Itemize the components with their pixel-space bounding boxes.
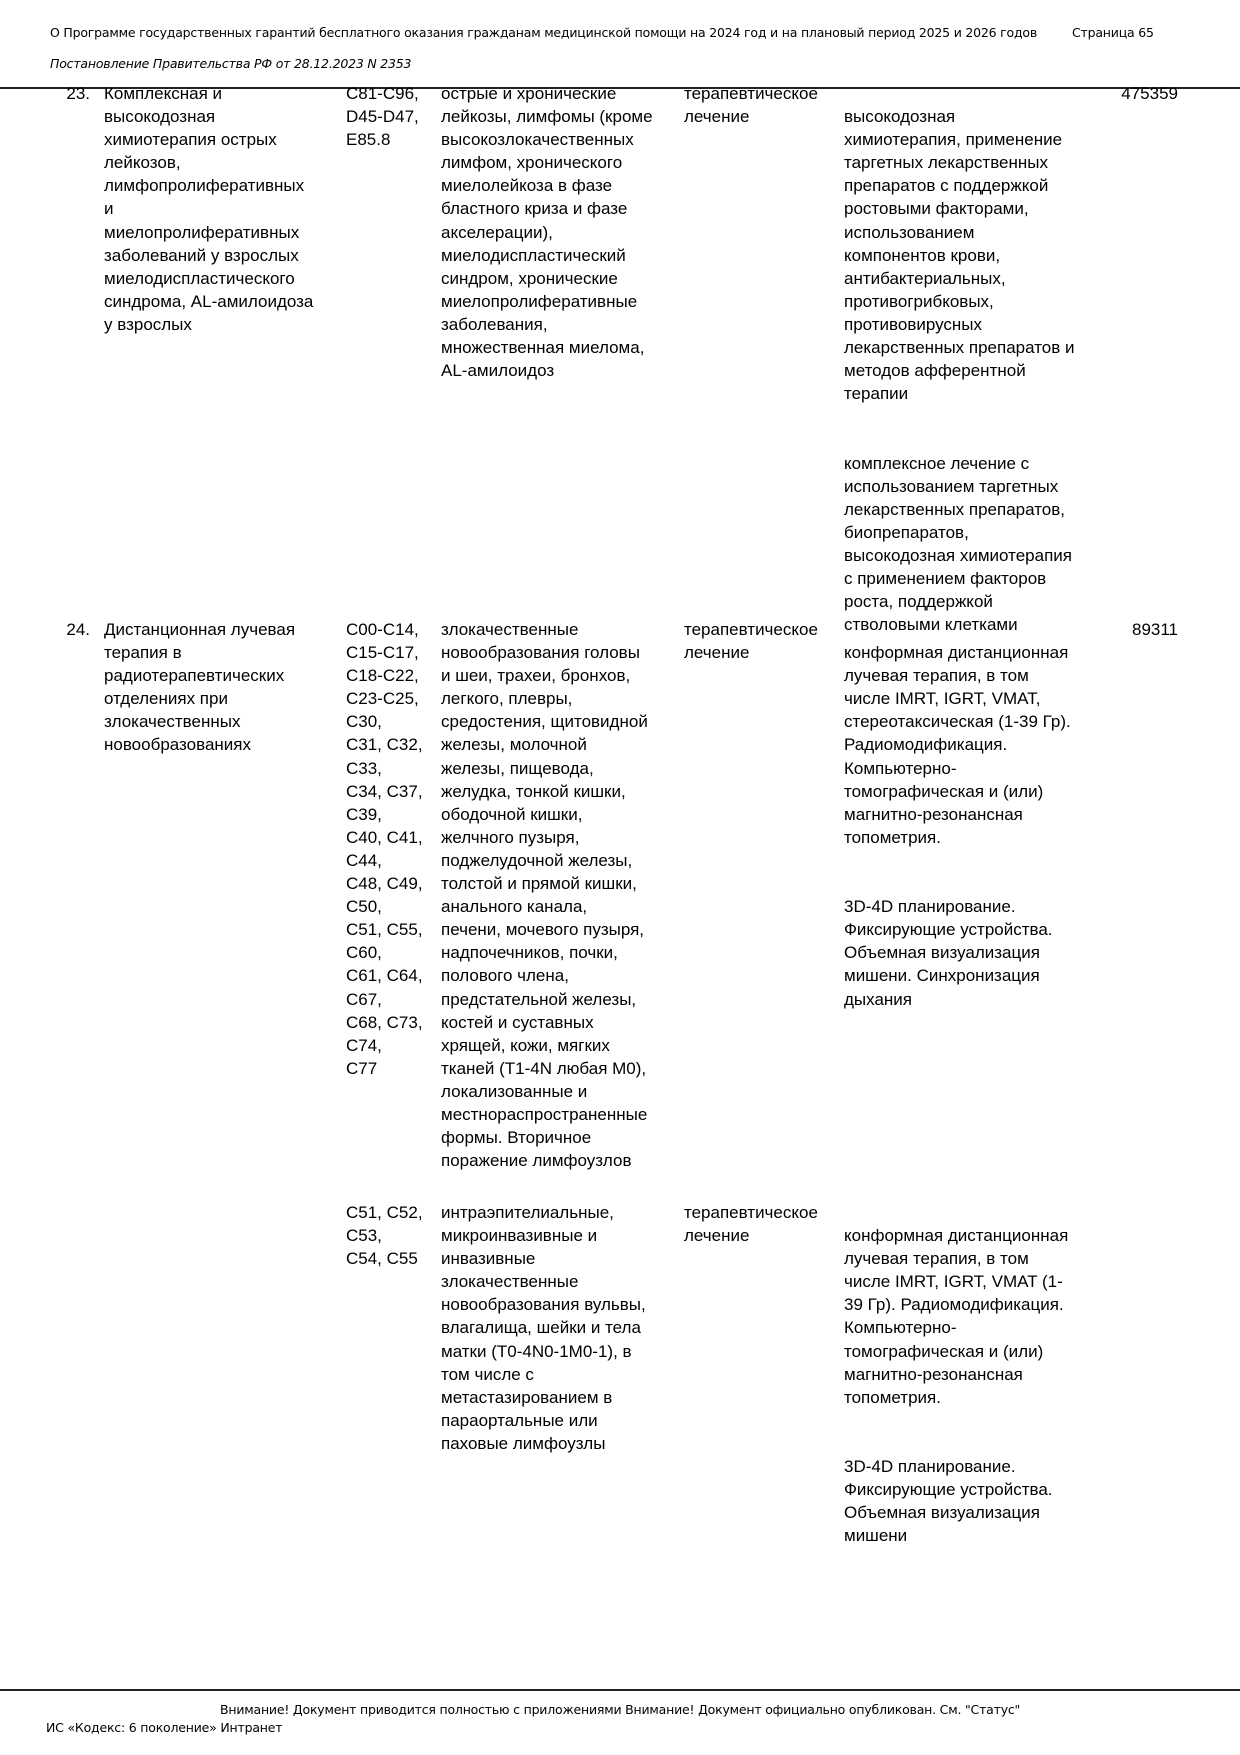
page-number: Страница 65 bbox=[1072, 25, 1154, 40]
diagnosis-description: интраэпителиальные, микроинвазивные и инвазивные злокачественные новообразования вульвы, влагалища, шейки и тела матки (T0-4N0-1M0-1), в том числе с метастазированием в параортальные или паховые лимфоузлы bbox=[441, 1203, 646, 1453]
method-paragraph: высокодозная химиотерапия, применение таргетных лекарственных препаратов с поддержкой ростовыми факторами, использованием компонентов крови, антибактериальных, противогрибковых, противовирусных лекарственных препаратов и методов афферентной терапии bbox=[844, 107, 1075, 404]
treatment-type: терапевтическое лечение bbox=[684, 84, 818, 127]
cost-amount: 475359 bbox=[1121, 84, 1178, 103]
method-paragraph: комплексное лечение с использованием таргетных лекарственных препаратов, биопрепаратов, высокодозная химиотерапия с применением факторов роста, поддержкой стволовыми клетками bbox=[844, 453, 1072, 635]
treatment-methods bbox=[844, 82, 1114, 659]
row-name: Комплексная и высокодозная химиотерапия острых лейкозов, лимфопролиферативных и миелопролиферативных заболеваний у взрослых миелодиспластического синдрома, AL-амилоидоза у взрослых bbox=[104, 84, 314, 334]
treatment-type: терапевтическое лечение bbox=[684, 1203, 818, 1246]
method-paragraph: 3D-4D планирование. Фиксирующие устройства. Объемная визуализация мишени bbox=[844, 1457, 1053, 1546]
footer-notice: Внимание! Документ приводится полностью с приложениями Внимание! Документ официально опубликован. См. "Статус" bbox=[220, 1702, 1021, 1717]
treatment-methods bbox=[844, 618, 1114, 1034]
diagnosis-description: злокачественные новообразования головы и шеи, трахеи, бронхов, легкого, плевры, средостения, щитовидной железы, молочной железы, пищевода, желудка, тонкой кишки, ободочной кишки, желчного пузыря, поджелудочной железы, толстой и прямой кишки, анального канала, печени, мочевого пузыря, надпочечников, почки, полового члена, предстательной железы, костей и суставных хрящей, кожи, мягких тканей (T1-4N любая M0), локализованные и местнораспространенные формы. Вторичное поражение лимфоузлов bbox=[441, 620, 648, 1171]
diagnosis-description: острые и хронические лейкозы, лимфомы (кроме высокозлокачественных лимфом, хронического миелолейкоза в фазе бластного криза и фазе акселерации), миелодиспластический синдром, хронические миелопролиферативные заболевания, множественная миелома, AL-амилоидоз bbox=[441, 84, 653, 381]
method-paragraph: конформная дистанционная лучевая терапия, в том числе IMRT, IGRT, VMAT (1- 39 Гр). Радиомодификация. Компьютерно- томографическая и (или) магнитно-резонансная топометрия. bbox=[844, 1226, 1069, 1407]
icd-codes: C00-C14, C15-C17, C18-C22, C23-C25, C30, C31, C32, C33, C34, C37, C39, C40, C41, C44, C48, C49, C50, C51, C55, C60, C61, C64, C67, C68, C73, C74, C77 bbox=[346, 620, 423, 1078]
row-number: 23. bbox=[66, 84, 90, 103]
footer-system: ИС «Кодекс: 6 поколение» Интранет bbox=[46, 1720, 283, 1735]
cost-amount: 89311 bbox=[1131, 620, 1178, 639]
icd-codes: C81-C96, D45-D47, E85.8 bbox=[346, 84, 419, 150]
footer-divider bbox=[0, 1689, 1240, 1691]
icd-codes: C51, C52, C53, C54, C55 bbox=[346, 1203, 423, 1269]
document-reference: Постановление Правительства РФ от 28.12.2023 N 2353 bbox=[50, 56, 412, 71]
row-number: 24. bbox=[66, 620, 90, 639]
document-title: О Программе государственных гарантий бесплатного оказания гражданам медицинской помощи на 2024 год и на плановый период 2025 и 2026 годов bbox=[50, 25, 1038, 40]
method-paragraph: конформная дистанционная лучевая терапия, в том числе IMRT, IGRT, VMAT, стереотаксическая (1-39 Гр). Радиомодификация. Компьютерно- томографическая и (или) магнитно-резонансная топометрия. bbox=[844, 643, 1071, 847]
method-paragraph: 3D-4D планирование. Фиксирующие устройства. Объемная визуализация мишени. Синхронизация дыхания bbox=[844, 897, 1053, 1009]
row-name: Дистанционная лучевая терапия в радиотерапевтических отделениях при злокачественных новообразованиях bbox=[104, 620, 296, 755]
treatment-type: терапевтическое лечение bbox=[684, 620, 818, 663]
treatment-methods bbox=[844, 1201, 1114, 1571]
